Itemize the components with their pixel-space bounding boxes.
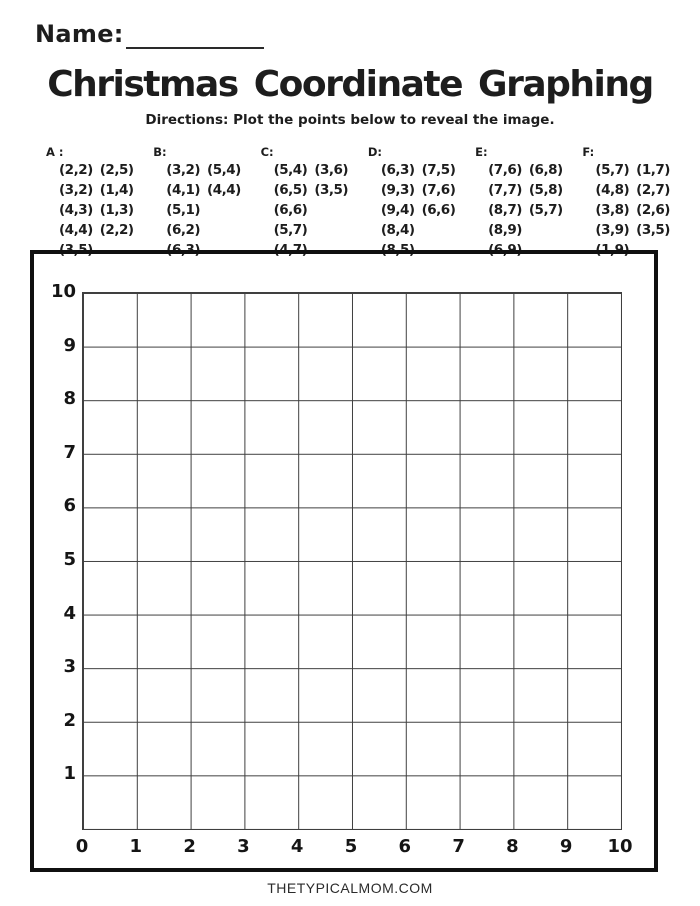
coordinate-pair: (4,1) [166, 182, 201, 198]
y-axis-label: 8 [63, 388, 76, 410]
x-axis-label: 2 [183, 836, 196, 857]
point-section [582, 146, 670, 260]
coordinate-pair: (6,9) [488, 242, 522, 258]
pair-columns [274, 160, 349, 260]
coordinate-pair: (5,4) [207, 162, 241, 178]
point-column [636, 160, 670, 260]
point-section-label: D: [367, 145, 382, 159]
coordinate-pair: (5,4) [273, 162, 308, 178]
pair-columns [381, 160, 456, 260]
coordinate-pair: (8,4) [380, 222, 415, 238]
coordinate-pair: (5,8) [528, 182, 563, 198]
coordinate-pair: (3,2) [166, 162, 201, 178]
x-axis-label: 6 [398, 836, 412, 857]
x-axis-label: 3 [237, 836, 250, 857]
coordinate-pair: (6,5) [273, 182, 308, 198]
x-axis-label: 5 [344, 836, 358, 857]
directions-text: Directions: Plot the points below to reveal the image. [145, 112, 555, 128]
coordinate-pair: (1,9) [595, 242, 630, 258]
pair-columns [595, 160, 670, 260]
coordinate-pair: (5,1) [166, 202, 201, 218]
x-axis-label: 8 [506, 836, 519, 857]
coordinate-pair: (4,7) [273, 242, 308, 258]
x-axis-label: 7 [452, 836, 465, 857]
coordinate-pair: (9,4) [380, 202, 415, 218]
y-axis-label: 6 [63, 495, 76, 517]
coordinate-pair: (8,5) [380, 242, 415, 258]
point-column [422, 160, 456, 260]
y-axis-label: 3 [63, 656, 76, 678]
pair-columns [166, 160, 241, 260]
point-column [381, 160, 415, 260]
y-axis-label: 7 [63, 441, 76, 463]
y-axis-label: 2 [63, 709, 76, 731]
coordinate-pair: (8,7) [488, 202, 522, 218]
x-axis-label: 1 [129, 836, 143, 857]
point-section-label: C: [260, 145, 274, 159]
y-axis-label: 4 [63, 602, 76, 624]
point-column [59, 160, 93, 260]
coordinate-pair: (1,7) [636, 162, 670, 178]
graph-box [30, 250, 658, 872]
coordinate-pair: (2,7) [636, 182, 670, 198]
x-axis-label: 9 [559, 836, 573, 857]
point-section-label: B: [153, 145, 167, 159]
x-axis-label: 0 [75, 836, 89, 857]
coordinate-pair: (5,7) [273, 222, 308, 238]
point-section-label: F: [582, 145, 595, 159]
coordinate-pair: (5,7) [528, 202, 563, 218]
coordinate-pair: (6,3) [166, 242, 201, 258]
coordinate-pair: (3,5) [314, 182, 349, 198]
coordinate-pair: (6,3) [380, 162, 415, 178]
coordinate-pair: (2,2) [59, 162, 93, 178]
coordinate-pair: (6,2) [166, 222, 201, 238]
footer-site-text: THETYPICALMOM.COM [267, 880, 433, 896]
coordinate-pair: (7,5) [421, 162, 456, 178]
coordinate-pair: (4,4) [59, 222, 93, 238]
y-axis-label: 9 [63, 334, 76, 356]
plot-area [82, 292, 622, 830]
coordinate-pair: (3,5) [59, 242, 93, 258]
coordinate-pair: (7,6) [421, 182, 456, 198]
coordinate-pair: (3,8) [595, 202, 630, 218]
point-column [100, 160, 134, 260]
point-section [46, 146, 134, 260]
page-title: Christmas Coordinate Graphing [47, 64, 653, 105]
coordinate-pair: (3,2) [59, 182, 93, 198]
coordinate-pair: (3,9) [595, 222, 630, 238]
point-section [368, 146, 456, 260]
coordinate-pair: (1,3) [99, 202, 134, 218]
coordinate-pair: (7,6) [488, 162, 522, 178]
coordinate-pair: (4,3) [59, 202, 93, 218]
x-axis-label: 4 [290, 836, 304, 857]
coordinate-pair: (2,5) [99, 162, 134, 178]
coordinate-pair: (2,2) [99, 222, 134, 238]
y-axis-label: 1 [63, 763, 76, 785]
y-axis-label: 10 [50, 281, 76, 302]
pair-columns [488, 160, 563, 260]
coordinate-pair: (3,6) [314, 162, 349, 178]
points-list [46, 146, 670, 260]
name-label: Name: [35, 20, 124, 48]
name-row [35, 20, 264, 49]
coordinate-pair: (7,7) [488, 182, 522, 198]
point-section-label: E: [475, 145, 488, 159]
point-column [529, 160, 563, 260]
y-axis-label: 5 [63, 549, 76, 570]
point-column [595, 160, 629, 260]
coordinate-pair: (6,6) [421, 202, 456, 218]
point-section [261, 146, 349, 260]
point-section [153, 146, 241, 260]
coordinate-pair: (2,6) [636, 202, 670, 218]
x-axis-label: 10 [607, 836, 633, 857]
name-entry-line [126, 21, 264, 49]
point-section-label: A : [46, 145, 64, 159]
coordinate-pair: (6,8) [528, 162, 563, 178]
point-column [274, 160, 308, 260]
point-column [207, 160, 241, 260]
point-column [166, 160, 200, 260]
coordinate-pair: (4,4) [207, 182, 241, 198]
point-column [314, 160, 348, 260]
coordinate-pair: (6,6) [273, 202, 308, 218]
point-section [475, 146, 563, 260]
coordinate-pair: (5,7) [595, 162, 630, 178]
coordinate-pair: (3,5) [636, 222, 670, 238]
point-column [488, 160, 522, 260]
coordinate-pair: (8,9) [488, 222, 522, 238]
pair-columns [59, 160, 134, 260]
coordinate-pair: (4,8) [595, 182, 630, 198]
coordinate-pair: (9,3) [380, 182, 415, 198]
coordinate-pair: (1,4) [99, 182, 134, 198]
